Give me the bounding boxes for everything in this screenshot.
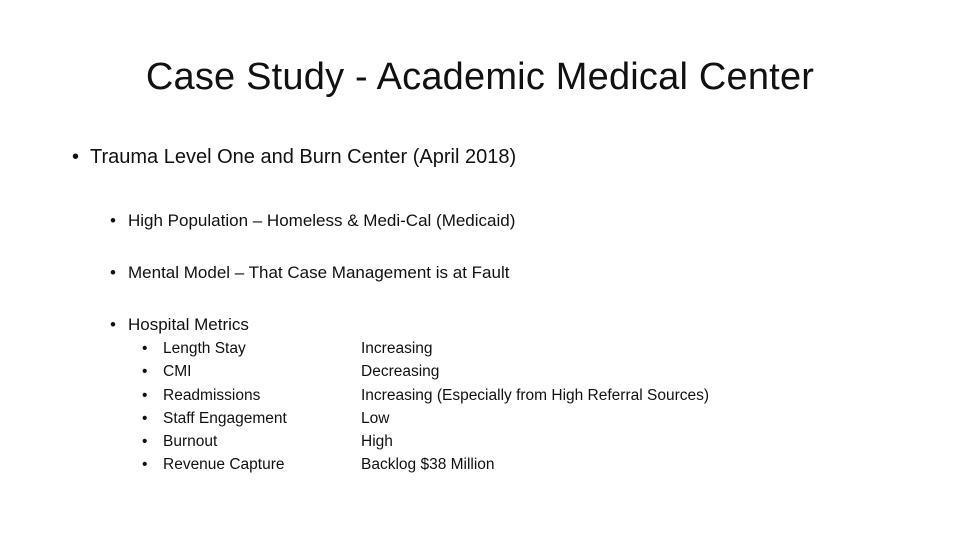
sub-bullet-text: High Population – Homeless & Medi-Cal (Medicaid) <box>128 211 516 230</box>
metric-value: High <box>361 433 393 451</box>
bullet-dot: • <box>142 340 148 357</box>
bullet-dot: • <box>110 263 116 282</box>
metric-name: Readmissions <box>163 386 261 404</box>
bullet-dot: • <box>110 211 116 230</box>
metric-name: CMI <box>163 363 192 381</box>
bullet-dot: • <box>110 315 116 334</box>
bullet-dot: • <box>142 386 148 404</box>
sub-bullet-hospital-metrics <box>110 315 249 335</box>
metric-value: Backlog $38 Million <box>361 456 495 474</box>
bullet-dot: • <box>142 456 148 474</box>
sub-bullet-text: Mental Model – That Case Management is at Fault <box>128 263 510 282</box>
metric-name: Burnout <box>163 433 218 451</box>
metric-value: Low <box>361 409 390 427</box>
main-bullet-text: Trauma Level One and Burn Center (April 2018) <box>90 146 517 168</box>
sub-bullet-mental-model <box>110 263 509 283</box>
metric-value: Increasing (Especially from High Referral Sources) <box>361 386 710 404</box>
sub-bullet-population <box>110 211 515 231</box>
metric-value: Decreasing <box>361 363 440 381</box>
bullet-dot: • <box>142 433 148 451</box>
metric-name: Length Stay <box>163 340 246 357</box>
metric-name: Staff Engagement <box>163 409 287 427</box>
bullet-dot: • <box>142 409 148 427</box>
metric-name: Revenue Capture <box>163 456 285 474</box>
metric-value: Increasing <box>361 340 433 357</box>
bullet-dot: • <box>142 363 148 381</box>
bullet-dot: • <box>72 146 80 168</box>
sub-bullet-text: Hospital Metrics <box>128 315 249 334</box>
main-bullet <box>72 146 516 169</box>
slide-title: Case Study - Academic Medical Center <box>145 56 815 98</box>
